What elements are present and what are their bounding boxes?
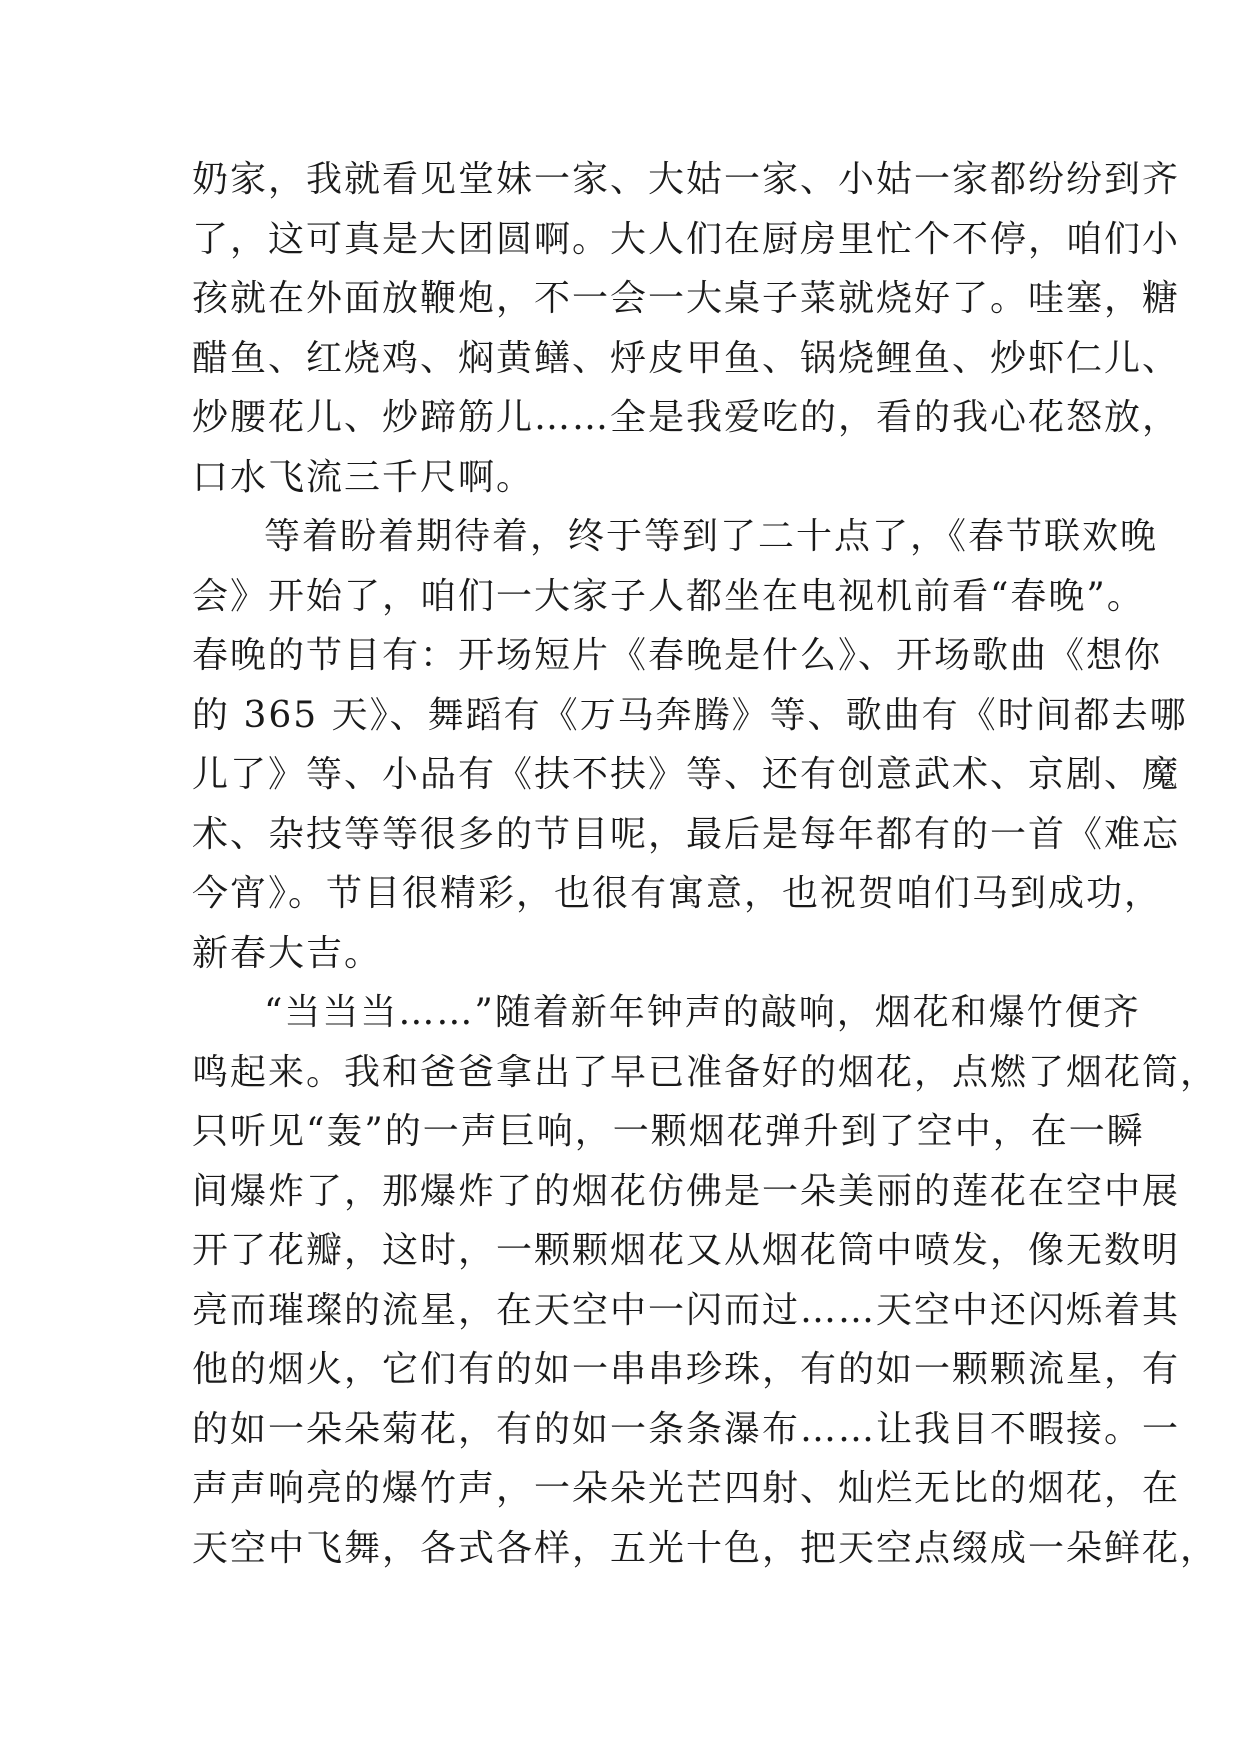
paragraph-start-line: “当当当……”随着新年钟声的敲响，烟花和爆竹便齐	[264, 992, 1141, 1033]
text-line: 炒腰花儿、炒蹄筋儿……全是我爱吃的，看的我心花怒放，	[192, 397, 1181, 438]
text-line: 天空中飞舞，各式各样，五光十色，把天空点缀成一朵鲜花，	[192, 1527, 1219, 1569]
text-line: 只听见“轰”的一声巨响，一颗烟花弹升到了空中，在一瞬	[192, 1111, 1145, 1152]
text-line: 的 365 天》、舞蹈有《万马奔腾》等、歌曲有《时间都去哪	[192, 694, 1188, 736]
text-line: 开了花瓣，这时，一颗颗烟花又从烟花筒中喷发，像无数明	[192, 1230, 1181, 1271]
text-line: 醋鱼、红烧鸡、焖黄鳝、烀皮甲鱼、锅烧鲤鱼、炒虾仁儿、	[192, 337, 1181, 379]
text-line: 春晚的节目有：开场短片《春晚是什么》、开场歌曲《想你	[192, 635, 1163, 676]
text-line: 儿了》等、小品有《扶不扶》等、还有创意武术、京剧、魔	[192, 754, 1181, 795]
text-line: 亮而璀璨的流星，在天空中一闪而过……天空中还闪烁着其	[192, 1289, 1181, 1331]
text-line: 了，这可真是大团圆啊。大人们在厨房里忙个不停，咱们小	[192, 218, 1181, 260]
text-line: 声声响亮的爆竹声，一朵朵光芒四射、灿烂无比的烟花，在	[192, 1468, 1181, 1509]
body-text	[192, 150, 1219, 1578]
paragraph-start-line: 等着盼着期待着，终于等到了二十点了，《春节联欢晚	[264, 516, 1159, 557]
text-line: 的如一朵朵菊花，有的如一条条瀑布……让我目不暇接。一	[192, 1408, 1181, 1450]
text-line: 鸣起来。我和爸爸拿出了早已准备好的烟花，点燃了烟花筒，	[192, 1051, 1219, 1093]
text-line: 今宵》。节目很精彩，也很有寓意，也祝贺咱们马到成功，	[192, 873, 1163, 914]
text-line: 间爆炸了，那爆炸了的烟花仿佛是一朵美丽的莲花在空中展	[192, 1170, 1181, 1212]
text-line: 口水飞流三千尺啊。	[192, 456, 535, 498]
text-line: 奶家，我就看见堂妹一家、大姑一家、小姑一家都纷纷到齐	[192, 159, 1181, 200]
text-line: 会》开始了，咱们一大家子人都坐在电视机前看“春晚”。	[192, 575, 1145, 617]
text-line: 他的烟火，它们有的如一串串珍珠，有的如一颗颗流星，有	[192, 1349, 1181, 1390]
text-line: 术、杂技等等很多的节目呢，最后是每年都有的一首《难忘	[192, 813, 1181, 855]
text-line: 新春大吉。	[192, 932, 383, 974]
text-line: 孩就在外面放鞭炮，不一会一大桌子菜就烧好了。哇塞，糖	[192, 278, 1181, 319]
